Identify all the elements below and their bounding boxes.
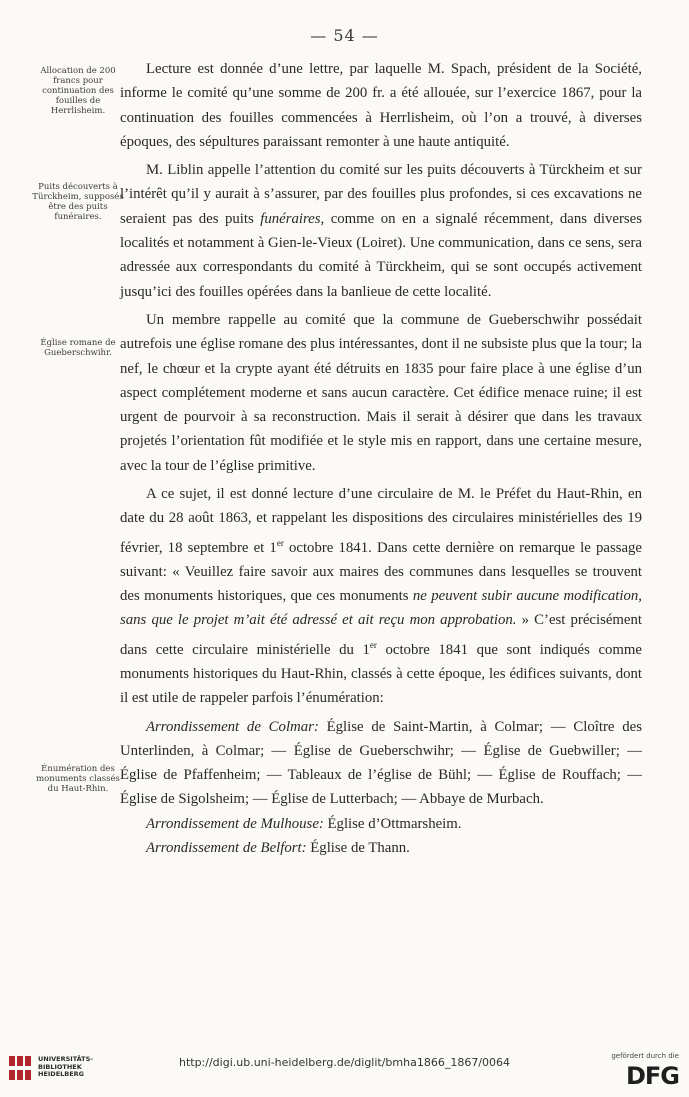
funded-by-label: gefördert durch die	[611, 1052, 679, 1060]
dfg-logo: DFG	[625, 1062, 679, 1090]
margin-note-allocation: Allocation de 200 francs pour continuation des fouilles de Herrlisheim.	[40, 66, 116, 116]
paragraph-colmar: Arrondissement de Colmar: Église de Saint-Martin, à Colmar; — Cloître des Unterlinden, à Colmar; — Église de Gueberschwihr; — Église de Guebwiller; — Église de Pfaffenheim; — Tableaux de l’église de Bühl; — Église de Rouffach; — Église de Sigolsheim; — Église de Lutterbach; — Abbaye de Murbach.	[120, 718, 642, 808]
paragraph-gueberschwihr: Un membre rappelle au comité que la commune de Gueberschwihr possédait autrefois une église romane des plus intéressantes, dont il ne subsiste plus que la tour; la nef, le chœur et la crypte ayant été détruits en 1835 pour faire place à une église d’un aspect complétement moderne et sans aucun caractère. Cet édifice menace ruine; il est urgent de pourvoir à sa reconstruction. Mais il serait à désirer que dans les travaux projetés l’orientation fût modifiée et le style mis en rapport, dans une certaine mesure, avec la tour de l’église primitive.	[120, 311, 642, 474]
paragraph-liblin: M. Liblin appelle l’attention du comité sur les puits découverts à Türckheim et sur l’intérêt qu’il y aurait à s’assurer, par des fouilles plus profondes, si ces excavations ne seraient pas des puits funéraires, comme on en a signalé récemment, dans diverses localités et notamment à Gien-le-Vieux (Loiret). Une communication, dans ce sens, sera adressée aux correspondants du comité à Türckheim, qui se sont occupés activement jusqu’ici des fouilles opérées dans la banlieue de cette localité.	[120, 162, 642, 300]
page-number: — 54 —	[310, 26, 379, 45]
margin-note-eglise: Église romane de Gueberschwihr.	[40, 338, 116, 358]
paragraph-circulaire: A ce sujet, il est donné lecture d’une circulaire de M. le Préfet du Haut-Rhin, en date du 28 août 1863, et rappelant les dispositions des circulaires ministérielles des 19 février, 18 septembre et 1er octobre 1841. Dans cette dernière on remarque le passage suivant: « Veuillez faire savoir aux maires des communes dans lesquelles se trouvent des monuments historiques, que ces monuments ne peuvent subir aucune modification, sans que le projet m’ait été adressé et ait reçu mon approbation. » C’est précisément dans cette circulaire ministérielle du 1er octobre 1841 que sont indiqués comme monuments historiques du Haut-Rhin, classés à cette époque, les édifices suivants, dont il est utile de rappeler parfois l’énumération:	[120, 486, 643, 707]
paragraph-mulhouse: Arrondissement de Mulhouse: Église d’Ottmarsheim.	[146, 815, 462, 832]
university-library-name: UNIVERSITÄTS- BIBLIOTHEK HEIDELBERG	[38, 1055, 93, 1078]
paragraph-belfort: Arrondissement de Belfort: Église de Thann.	[146, 840, 410, 857]
footer-bar	[0, 1048, 689, 1097]
margin-note-enumeration: Énumération des monuments classés du Haut-Rhin.	[36, 764, 120, 794]
paragraph-spach: Lecture est donnée d’une lettre, par laquelle M. Spach, président de la Société, informe le comité qu’une somme de 200 fr. a été allouée, sur l’exercice 1867, pour la continuation des fouilles commencées à Herrlisheim, où l’on a trouvé, à diverses époques, des sépultures paraissant remonter à une haute antiquité.	[120, 61, 642, 150]
margin-note-puits: Puits découverts à Türckheim, supposés être des puits funéraires.	[32, 182, 124, 222]
body-text	[120, 57, 642, 860]
source-url-link[interactable]: http://digi.ub.uni-heidelberg.de/diglit/bmha1866_1867/0064	[178, 1056, 511, 1069]
